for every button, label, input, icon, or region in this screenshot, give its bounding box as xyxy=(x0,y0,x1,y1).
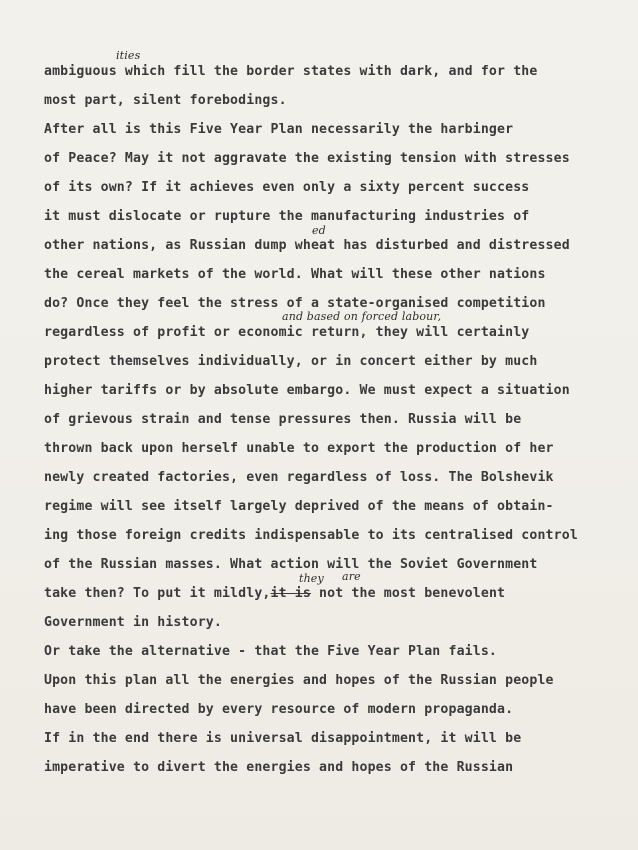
text-line: other nations, as Russian dump wheat has disturbed and distressed xyxy=(44,238,570,253)
text-line-start: take then? To put it mildly, xyxy=(44,586,271,601)
text-line: of Peace? May it not aggravate the existing tension with stresses xyxy=(44,151,570,166)
text-line: it must dislocate or rupture the manufacturing industries of xyxy=(44,209,530,224)
text-line: of grievous strain and tense pressures then. Russia will be xyxy=(44,412,522,427)
text-line: Government in history. xyxy=(44,615,222,630)
text-line-end: not the most benevolent xyxy=(310,586,506,601)
handwritten-annotation: ed xyxy=(312,224,326,237)
handwritten-annotation: and based on forced labour, xyxy=(282,310,442,323)
text-line: Upon this plan all the energies and hopes of the Russian people xyxy=(44,673,554,688)
text-line: imperative to divert the energies and hopes of the Russian xyxy=(44,760,514,775)
handwritten-annotation: they xyxy=(299,572,324,585)
text-line: ambiguous which fill the border states with dark, and for the xyxy=(44,64,538,79)
text-line: regime will see itself largely deprived of the means of obtain- xyxy=(44,499,554,514)
text-line: the cereal markets of the world. What will these other nations xyxy=(44,267,546,282)
text-line: ing those foreign credits indispensable to its centralised control xyxy=(44,528,578,543)
text-line: protect themselves individually, or in concert either by much xyxy=(44,354,538,369)
struck-text: it is xyxy=(270,586,311,601)
handwritten-annotation: ities xyxy=(116,49,141,62)
handwritten-annotation: are xyxy=(342,570,361,583)
text-line: of the Russian masses. What action will the Soviet Government xyxy=(44,557,538,572)
text-line: most part, silent forebodings. xyxy=(44,93,287,108)
text-line: of its own? If it achieves even only a sixty percent success xyxy=(44,180,530,195)
text-line: do? Once they feel the stress of a state-organised competition xyxy=(44,296,546,311)
text-line: If in the end there is universal disappointment, it will be xyxy=(44,731,522,746)
text-line: Or take the alternative - that the Five Year Plan fails. xyxy=(44,644,498,659)
text-line: higher tariffs or by absolute embargo. We must expect a situation xyxy=(44,383,570,398)
text-line: regardless of profit or economic return, they will certainly xyxy=(44,325,530,340)
text-line: thrown back upon herself unable to export the production of her xyxy=(44,441,554,456)
text-line: After all is this Five Year Plan necessarily the harbinger xyxy=(44,122,514,137)
text-line: have been directed by every resource of modern propaganda. xyxy=(44,702,514,717)
text-line: newly created factories, even regardless of loss. The Bolshevik xyxy=(44,470,554,485)
text-line xyxy=(44,586,505,601)
